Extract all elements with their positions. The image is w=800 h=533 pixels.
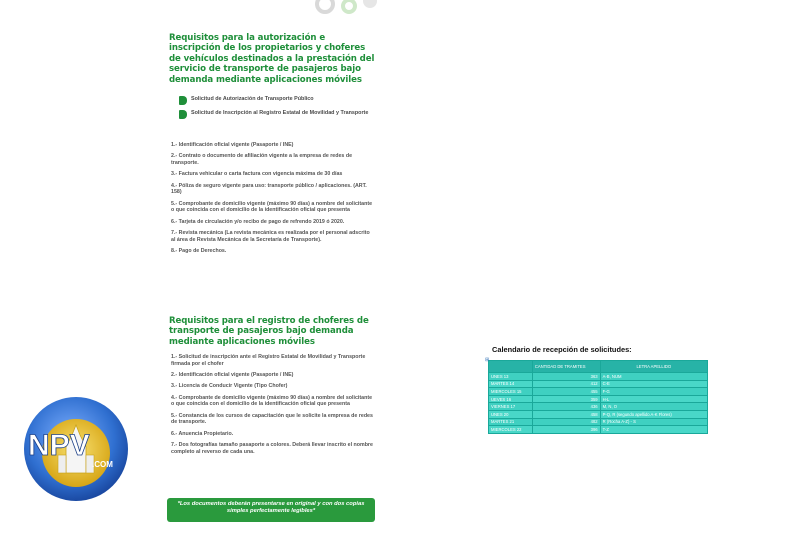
cell-letter: T-Z bbox=[600, 426, 707, 434]
list-item: 7.- Revista mecánica (La revista mecánica es realizada por el personal adscrito al área de Revista Mecánica de la Secretaría de Transporte). bbox=[171, 230, 370, 243]
list-item: 4.- Póliza de seguro vigente para uso: transporte público / aplicaciones. (ART. 158) bbox=[171, 182, 367, 196]
cell-day: MIERCOLES 15 bbox=[489, 388, 533, 396]
cell-day: VIERNES 17 bbox=[489, 403, 533, 411]
table-row bbox=[489, 388, 708, 396]
cell-count: 412 bbox=[532, 380, 600, 388]
requirements-list-drivers bbox=[171, 354, 375, 460]
column-header-day bbox=[489, 361, 533, 373]
cell-letter: P-Q, R (segundo apellido A-K Flores) bbox=[600, 410, 707, 418]
calendar-title: Calendario de recepción de solicitudes: bbox=[492, 345, 632, 354]
table-row bbox=[489, 380, 708, 388]
cell-count: 455 bbox=[532, 388, 600, 396]
decorative-circle bbox=[341, 0, 357, 14]
arrow-icon bbox=[179, 96, 187, 105]
cell-day: UNES 13 bbox=[489, 373, 533, 381]
list-item: 8.- Pago de Derechos. bbox=[171, 248, 227, 255]
list-item: 5.- Comprobante de domicilio vigente (máximo 90 días) a nombre del solicitante o que coincida con el domicilio de la identificación oficial que presenta bbox=[171, 200, 373, 214]
bullet-item bbox=[179, 96, 373, 105]
npv-logo bbox=[22, 395, 130, 503]
cell-count: 359 bbox=[532, 395, 600, 403]
flyer-title-drivers: Requisitos para el registro de choferes de transporte de pasajeros bajo demanda mediante aplicaciones móviles bbox=[169, 316, 369, 347]
table-row bbox=[489, 373, 708, 381]
decorative-circle bbox=[363, 0, 377, 8]
list-item: 3.- Licencia de Conducir Vigente (Tipo Chofer) bbox=[171, 383, 288, 390]
cell-letter: F-G bbox=[600, 388, 707, 396]
notice-banner: *Los documentos deberán presentarse en original y con dos copias simples perfectamente legibles* bbox=[167, 498, 375, 522]
list-item: 3.- Factura vehicular o carta factura con vigencia máxima de 30 días bbox=[171, 171, 343, 178]
bullet-item bbox=[179, 110, 373, 119]
list-item: 2.- Identificación oficial vigente (Pasaporte / INE) bbox=[171, 371, 294, 378]
table-row bbox=[489, 426, 708, 434]
cell-letter: A-B, NUM bbox=[600, 373, 707, 381]
list-item: 4.- Comprobante de domicilio vigente (máximo 90 días) a nombre del solicitante o que coincida con el domicilio de la identificación oficial que presenta bbox=[171, 394, 373, 408]
flyer-title-authorization: Requisitos para la autorización e inscripción de los propietarios y choferes de vehículos destinados a la prestación del servicio de transporte de pasajeros bajo demanda mediante aplicaciones móviles bbox=[169, 33, 375, 85]
list-item: 1.- Identificación oficial vigente (Pasaporte / INE) bbox=[171, 142, 294, 148]
calendar-table bbox=[488, 360, 708, 434]
cell-count: 396 bbox=[532, 426, 600, 434]
column-header-count: CANTIDAD DE TRAMITES bbox=[532, 361, 600, 373]
cell-letter: R (Rocha A-Z) - S bbox=[600, 418, 707, 426]
cell-count: 458 bbox=[532, 410, 600, 418]
list-item: 6.- Tarjeta de circulación y/o recibo de pago de refrendo 2019 ó 2020. bbox=[171, 218, 345, 225]
table-header-row bbox=[489, 361, 708, 373]
bullet-text: Solicitud de Inscripción al Registro Estatal de Movilidad y Transporte bbox=[191, 110, 369, 116]
table-row bbox=[489, 403, 708, 411]
cell-count: 482 bbox=[532, 418, 600, 426]
cell-day: MIERCOLES 22 bbox=[489, 426, 533, 434]
requirements-list-owners bbox=[171, 142, 375, 260]
logo-text: NPV bbox=[28, 429, 90, 462]
table-row bbox=[489, 395, 708, 403]
bullet-text: Solicitud de Autorización de Transporte Público bbox=[191, 96, 314, 102]
cell-day: UEVES 16 bbox=[489, 395, 533, 403]
decorative-circle bbox=[315, 0, 335, 14]
cell-count: 436 bbox=[532, 403, 600, 411]
logo-suffix: .COM bbox=[92, 460, 113, 469]
list-item: 1.- Solicitud de inscripción ante el Registro Estatal de Movilidad y Transporte firmada por el chofer bbox=[171, 354, 366, 367]
list-item: 7.- Dos fotografías tamaño pasaporte a colores. Deberá llevar inscrito el nombre completo al reverso de cada una. bbox=[171, 442, 373, 455]
cell-letter: H-L bbox=[600, 395, 707, 403]
form-bullet-list bbox=[179, 96, 373, 124]
arrow-icon bbox=[179, 110, 187, 119]
list-item: 5.- Constancia de los cursos de capacitación que le solicite la empresa de redes de transporte. bbox=[171, 412, 373, 426]
calendar-section bbox=[485, 345, 713, 434]
cell-letter: M, N, O bbox=[600, 403, 707, 411]
cell-count: 363 bbox=[532, 373, 600, 381]
cell-letter: C-E bbox=[600, 380, 707, 388]
table-expand-icon[interactable]: ⊞ bbox=[485, 357, 490, 363]
table-row bbox=[489, 410, 708, 418]
column-header-letter: LETRA APELLIDO bbox=[600, 361, 707, 373]
requirements-flyer bbox=[163, 0, 377, 533]
table-row bbox=[489, 418, 708, 426]
list-item: 6.- Anuencia Propietario. bbox=[171, 430, 234, 437]
cell-day: MARTES 21 bbox=[489, 418, 533, 426]
list-item: 2.- Contrato o documento de afiliación vigente a la empresa de redes de transporte. bbox=[171, 153, 353, 166]
cell-day: UNES 20 bbox=[489, 410, 533, 418]
cell-day: MARTES 14 bbox=[489, 380, 533, 388]
